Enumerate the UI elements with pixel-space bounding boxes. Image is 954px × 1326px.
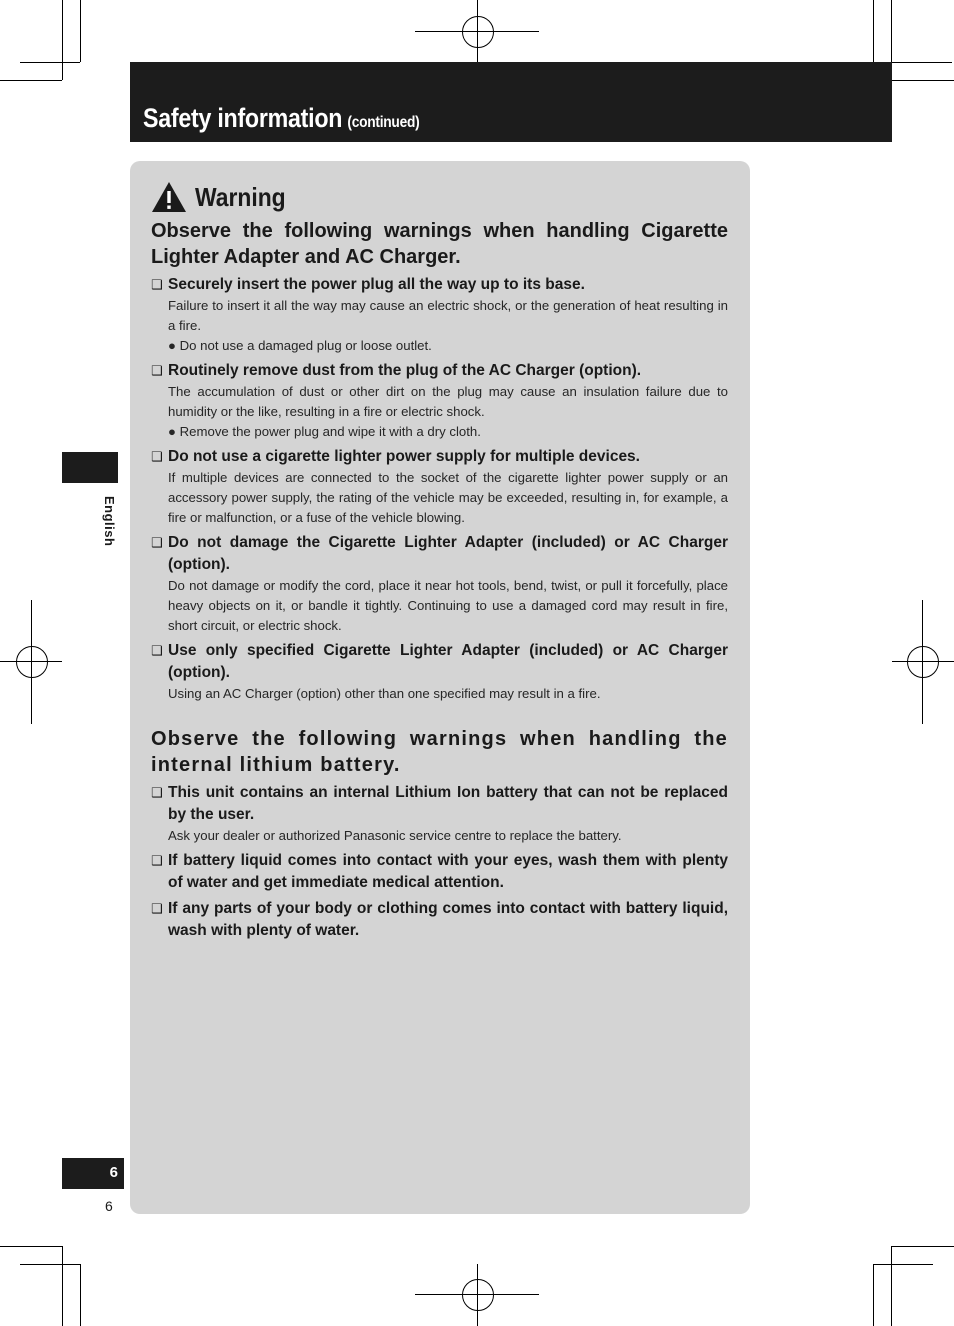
warning-item-head <box>151 274 728 296</box>
crop-mark <box>922 600 923 724</box>
crop-mark <box>477 0 478 62</box>
warning-item-body: Using an AC Charger (option) other than one specified may result in a fire. <box>168 686 601 701</box>
section-title: Observe the following warnings when handling Cigarette Lighter Adapter and AC Charger. <box>151 220 728 268</box>
checkbox-bullet-icon: ❑ <box>151 901 163 916</box>
section-title: Observe the following warnings when handling the internal lithium battery. <box>151 728 728 776</box>
crop-mark <box>892 62 952 63</box>
warning-item-head <box>151 850 728 894</box>
warning-item-body: Ask your dealer or authorized Panasonic service centre to replace the battery. <box>168 828 622 843</box>
checkbox-bullet-icon: ❑ <box>151 785 163 800</box>
warning-heading <box>151 180 298 214</box>
warning-triangle-icon <box>151 181 187 213</box>
registration-mark <box>462 16 494 48</box>
dot-bullet-icon: ● <box>168 338 180 353</box>
warning-item-bullet-text: Do not use a damaged plug or loose outlet. <box>179 338 432 353</box>
page-number: 6 <box>105 1198 113 1214</box>
crop-mark <box>477 1264 478 1326</box>
warning-content <box>151 218 728 942</box>
warning-item <box>151 360 728 442</box>
warning-item-head <box>151 782 728 826</box>
warning-item-bullet <box>151 422 728 442</box>
checkbox-bullet-icon: ❑ <box>151 363 163 378</box>
registration-mark <box>462 1279 494 1311</box>
warning-item-head-text: If any parts of your body or clothing comes into contact with battery liquid, wash with plenty of water. <box>168 900 728 939</box>
registration-mark <box>16 646 48 678</box>
page-tab <box>62 1158 124 1189</box>
page-title-subtitle: (continued) <box>347 114 420 131</box>
warning-item-head <box>151 898 728 942</box>
warning-item <box>151 446 728 528</box>
warning-item-head-text: Do not damage the Cigarette Lighter Adapter (included) or AC Charger (option). <box>168 534 728 573</box>
page-header <box>130 62 892 142</box>
warning-item <box>151 898 728 942</box>
warning-item-head <box>151 446 728 468</box>
dot-bullet-icon: ● <box>168 424 180 439</box>
page-title <box>143 103 419 134</box>
warning-item-body: The accumulation of dust or other dirt on the plug may cause an insulation failure due to humidity or the like, resulting in a fire or electric shock. <box>168 384 728 419</box>
language-tab <box>62 452 118 483</box>
crop-mark <box>0 1246 62 1247</box>
warning-item <box>151 782 728 846</box>
warning-item <box>151 640 728 704</box>
checkbox-bullet-icon: ❑ <box>151 277 163 292</box>
warning-item-head-text: If battery liquid comes into contact with your eyes, wash them with plenty of water and get immediate medical attention. <box>168 852 728 891</box>
checkbox-bullet-icon: ❑ <box>151 535 163 550</box>
warning-item-bullet <box>151 336 728 356</box>
warning-item-body: Do not damage or modify the cord, place it near hot tools, bend, twist, or pull it forcefully, place heavy objects on it, or bandle it tightly. Continuing to use a damaged cord may result in fire, short circuit, or electric shock. <box>168 578 728 633</box>
crop-mark <box>62 1246 63 1326</box>
crop-mark <box>873 1264 874 1326</box>
warning-item-head-text: This unit contains an internal Lithium Ion battery that can not be replaced by the user. <box>168 784 728 823</box>
crop-mark <box>892 80 954 81</box>
warning-item-bullet-text: Remove the power plug and wipe it with a dry cloth. <box>179 424 481 439</box>
warning-item-head <box>151 640 728 684</box>
warning-item-body: Failure to insert it all the way may cause an electric shock, or the generation of heat resulting in a fire. <box>168 298 728 333</box>
warning-item-head <box>151 360 728 382</box>
crop-mark <box>62 0 63 80</box>
warning-item-head <box>151 532 728 576</box>
warning-item-body: If multiple devices are connected to the socket of the cigarette lighter power supply or an accessory power supply, the rating of the vehicle may be exceeded, resulting in, for example, a fire or malfunction, or a fuse of the vehicle blowing. <box>168 470 728 525</box>
warning-item <box>151 850 728 894</box>
crop-mark <box>80 0 81 62</box>
crop-mark <box>891 1246 892 1326</box>
warning-panel <box>130 161 750 1214</box>
warning-item-head-text: Use only specified Cigarette Lighter Adapter (included) or AC Charger (option). <box>168 642 728 681</box>
warning-item <box>151 274 728 356</box>
warning-item-head-text: Do not use a cigarette lighter power supply for multiple devices. <box>168 448 640 465</box>
crop-mark <box>31 600 32 724</box>
checkbox-bullet-icon: ❑ <box>151 853 163 868</box>
warning-item-head-text: Securely insert the power plug all the way up to its base. <box>168 276 585 293</box>
crop-mark <box>20 62 80 63</box>
warning-title: Warning <box>195 181 286 212</box>
crop-mark <box>873 1264 933 1265</box>
crop-mark <box>892 1246 954 1247</box>
checkbox-bullet-icon: ❑ <box>151 449 163 464</box>
warning-item <box>151 532 728 636</box>
registration-mark <box>907 646 939 678</box>
crop-mark <box>0 80 62 81</box>
crop-mark <box>892 661 954 662</box>
crop-mark <box>80 1264 81 1326</box>
warning-item-head-text: Routinely remove dust from the plug of the AC Charger (option). <box>168 362 642 379</box>
page-tab-number: 6 <box>109 1164 118 1181</box>
crop-mark <box>873 0 874 62</box>
language-label: English <box>102 496 117 547</box>
crop-mark <box>20 1264 80 1265</box>
checkbox-bullet-icon: ❑ <box>151 643 163 658</box>
page-title-text: Safety information <box>143 103 343 133</box>
